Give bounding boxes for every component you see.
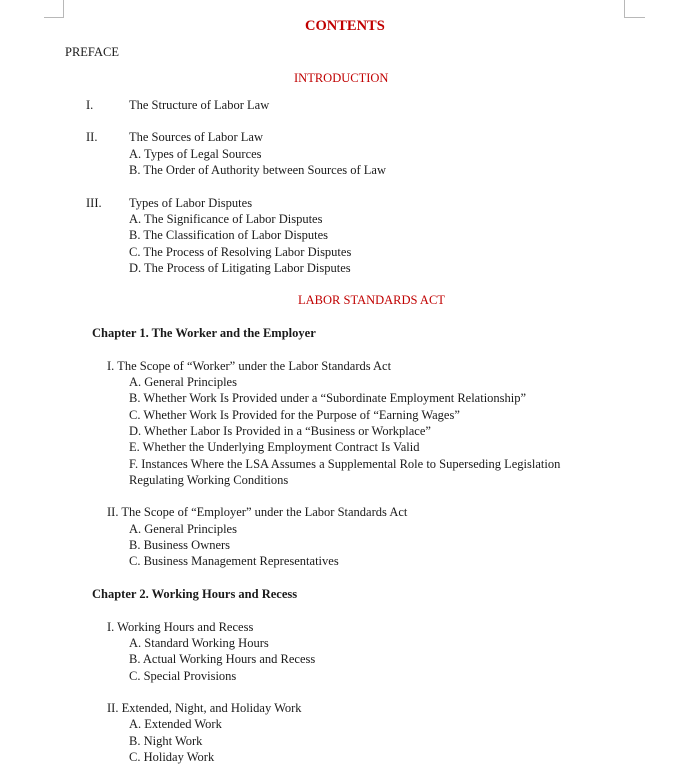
toc-item: D. The Process of Litigating Labor Disputes	[129, 261, 351, 275]
ch2-section-1-title: I. Working Hours and Recess	[107, 620, 254, 634]
toc-item: C. Special Provisions	[129, 669, 237, 683]
toc-item: B. The Order of Authority between Sources of Law	[129, 163, 386, 177]
toc-item: A. The Significance of Labor Disputes	[129, 212, 323, 226]
preface-entry: PREFACE	[65, 45, 119, 59]
intro-section-3-num: III.	[86, 196, 102, 210]
toc-item: A. General Principles	[129, 522, 237, 536]
lsa-heading: LABOR STANDARDS ACT	[298, 293, 445, 307]
toc-title: CONTENTS	[305, 18, 385, 34]
toc-item: F. Instances Where the LSA Assumes a Supplemental Role to Superseding Legislation	[129, 457, 561, 471]
crop-mark-top-left	[44, 0, 64, 18]
toc-item: C. Business Management Representatives	[129, 554, 339, 568]
toc-item: D. Whether Labor Is Provided in a “Business or Workplace”	[129, 424, 431, 438]
toc-item: B. The Classification of Labor Disputes	[129, 228, 329, 242]
intro-heading: INTRODUCTION	[294, 71, 389, 85]
intro-section-3-title: Types of Labor Disputes	[129, 196, 253, 210]
ch2-section-2-title: II. Extended, Night, and Holiday Work	[107, 701, 302, 715]
crop-mark-top-right	[624, 0, 645, 18]
toc-item: B. Whether Work Is Provided under a “Subordinate Employment Relationship”	[129, 391, 527, 405]
ch1-section-1-title: I. The Scope of “Worker” under the Labor Standards Act	[107, 359, 392, 373]
toc-item: B. Business Owners	[129, 538, 231, 552]
toc-item: B. Actual Working Hours and Recess	[129, 652, 316, 666]
toc-item: E. Whether the Underlying Employment Contract Is Valid	[129, 440, 420, 454]
chapter-2-title: Chapter 2. Working Hours and Recess	[92, 587, 298, 601]
ch1-section-2-title: II. The Scope of “Employer” under the Labor Standards Act	[107, 505, 408, 519]
toc-item: A. Standard Working Hours	[129, 636, 269, 650]
chapter-1-title: Chapter 1. The Worker and the Employer	[92, 326, 316, 340]
intro-section-2-num: II.	[86, 130, 98, 144]
toc-item: A. Types of Legal Sources	[129, 147, 262, 161]
intro-section-1-title: The Structure of Labor Law	[129, 98, 270, 112]
toc-item-continuation: Regulating Working Conditions	[129, 473, 289, 487]
toc-item: A. Extended Work	[129, 717, 222, 731]
toc-item: C. The Process of Resolving Labor Disputes	[129, 245, 352, 259]
toc-item: C. Whether Work Is Provided for the Purpose of “Earning Wages”	[129, 408, 460, 422]
toc-item: C. Holiday Work	[129, 750, 215, 764]
toc-item: A. General Principles	[129, 375, 237, 389]
intro-section-2-title: The Sources of Labor Law	[129, 130, 263, 144]
intro-section-1-num: I.	[86, 98, 94, 112]
toc-item: B. Night Work	[129, 734, 203, 748]
